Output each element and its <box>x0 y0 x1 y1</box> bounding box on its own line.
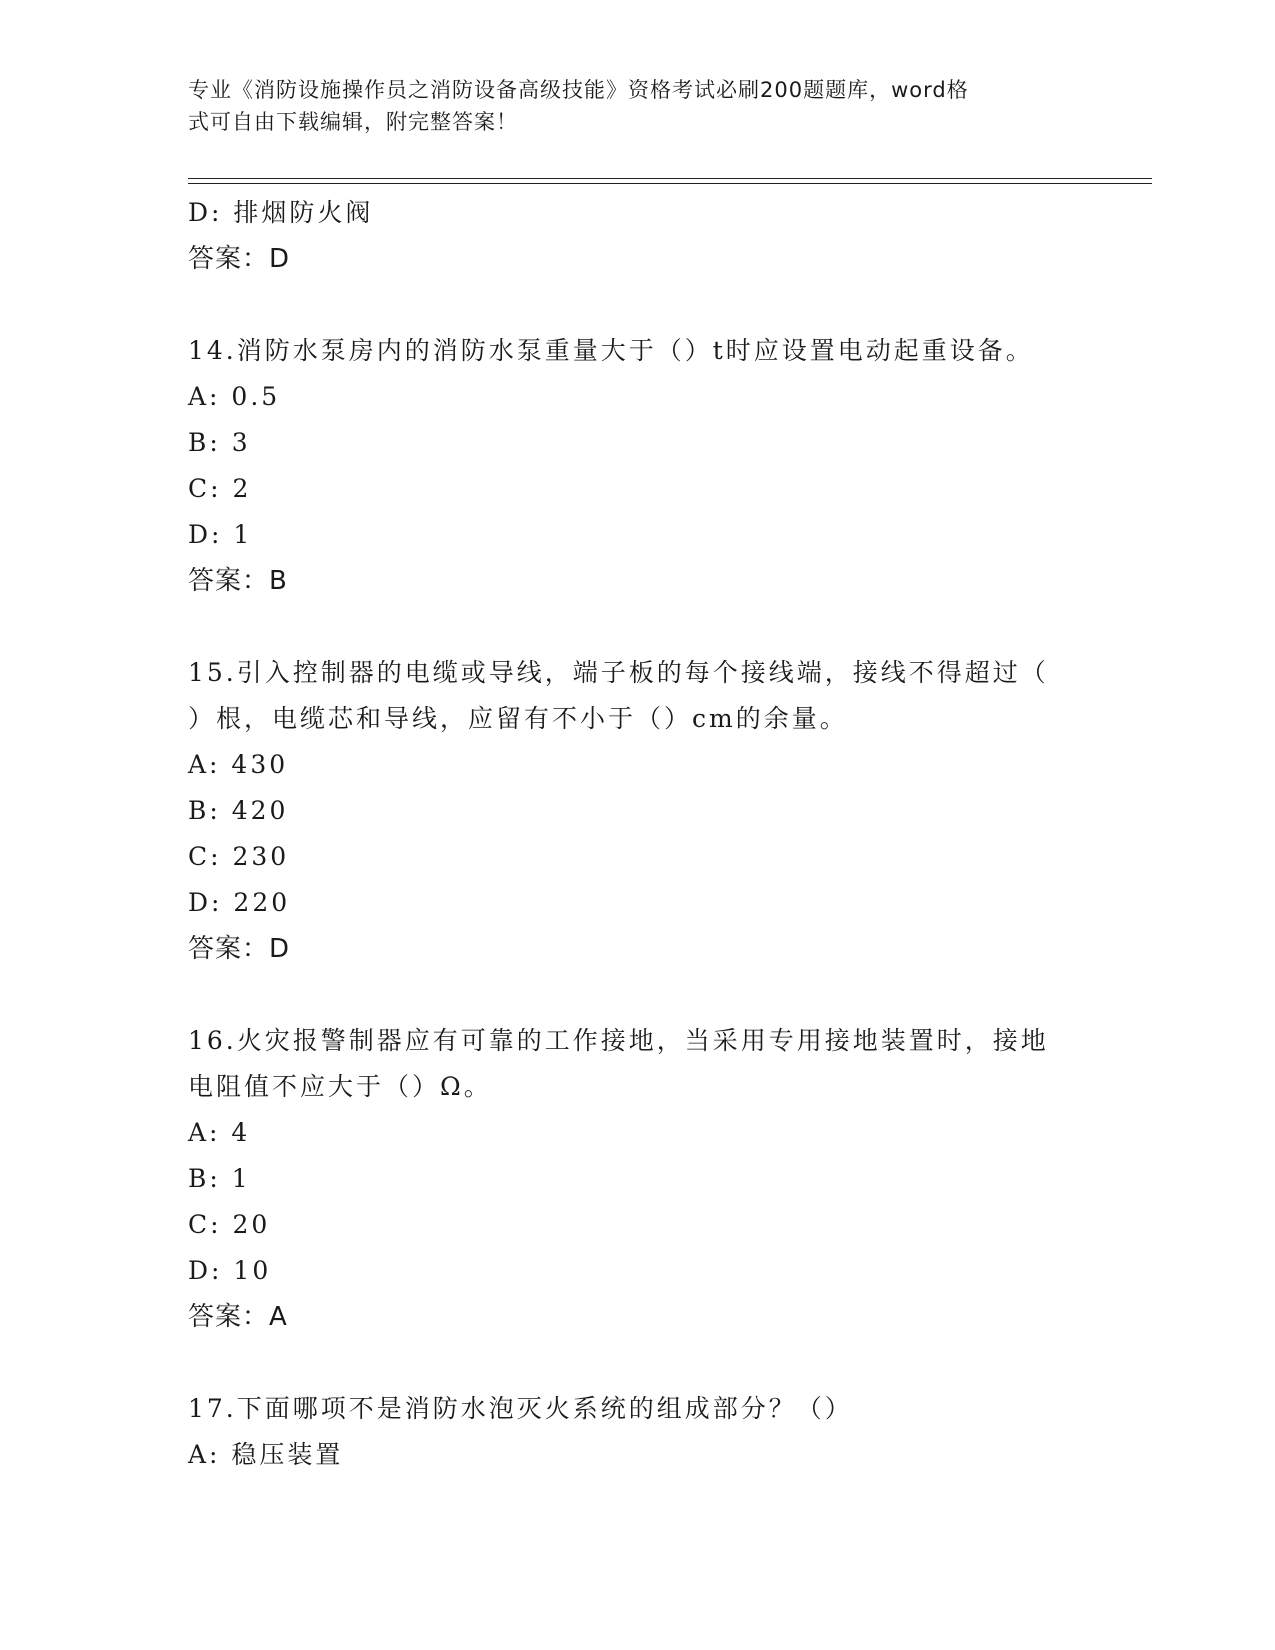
option-c: C: 20 <box>188 1210 271 1239</box>
question-text-line-2: 电阻值不应大于（）Ω。 <box>188 1072 492 1101</box>
header-title-line-2: 式可自由下载编辑，附完整答案！ <box>188 110 518 134</box>
question-text: 14.消防水泵房内的消防水泵重量大于（）t时应设置电动起重设备。 <box>188 336 1034 365</box>
option-d: D: 220 <box>188 888 291 917</box>
option-a: A: 稳压装置 <box>188 1440 344 1469</box>
question-text-line-1: 15.引入控制器的电缆或导线，端子板的每个接线端，接线不得超过（ <box>188 658 1049 687</box>
answer: 答案：A <box>188 1302 288 1332</box>
option-b: B: 420 <box>188 796 289 825</box>
option-a: A: 430 <box>188 750 289 779</box>
option-a: A: 4 <box>188 1118 251 1147</box>
question-list <box>188 190 1088 1478</box>
option-d: D: 1 <box>188 520 253 549</box>
question-text: 17.下面哪项不是消防水泡灭火系统的组成部分？（） <box>188 1394 853 1423</box>
answer: 答案：B <box>188 566 288 596</box>
question-text-line-2: ）根，电缆芯和导线，应留有不小于（）cm的余量。 <box>188 704 848 733</box>
answer: 答案：D <box>188 244 291 274</box>
answer: 答案：D <box>188 934 291 964</box>
document-header <box>188 74 1088 138</box>
option-b: B: 3 <box>188 428 251 457</box>
question-text-line-1: 16.火灾报警制器应有可靠的工作接地，当采用专用接地装置时，接地 <box>188 1026 1049 1055</box>
option-a: A: 0.5 <box>188 382 281 411</box>
option-c: C: 230 <box>188 842 290 871</box>
option-c: C: 2 <box>188 474 252 503</box>
header-title-line-1: 专业《消防设施操作员之消防设备高级技能》资格考试必刷200题题库，word格 <box>188 78 969 102</box>
header-divider-top <box>188 178 1152 179</box>
header-divider-bottom <box>188 183 1152 184</box>
option-d: D: 排烟防火阀 <box>188 198 374 227</box>
option-b: B: 1 <box>188 1164 251 1193</box>
option-d: D: 10 <box>188 1256 272 1285</box>
